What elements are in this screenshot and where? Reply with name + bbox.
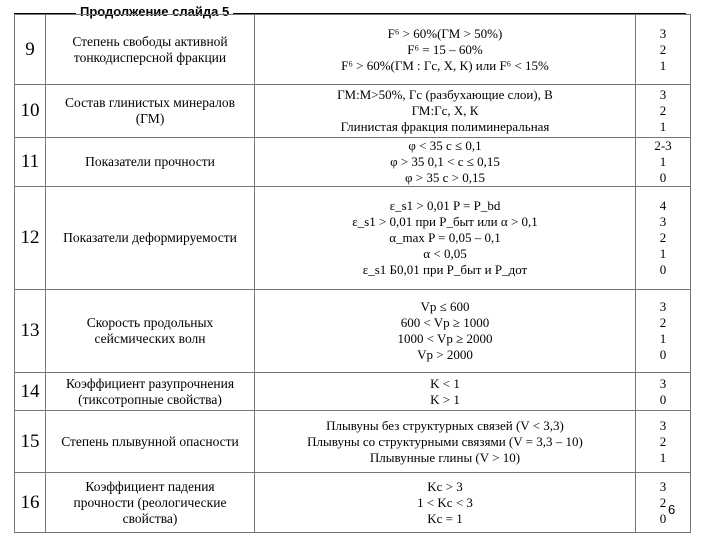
condition-line: K < 1: [430, 375, 460, 391]
parameter-name-cell: [46, 85, 255, 138]
score-line: 3: [659, 25, 667, 41]
score-line: 3: [659, 214, 667, 229]
table-row: [15, 411, 691, 473]
table-row: [15, 85, 691, 138]
condition-line: Vp ≤ 600: [420, 299, 470, 314]
parameter-name-line: (ГМ): [135, 111, 165, 126]
table-row: [15, 187, 691, 290]
condition-cell: [255, 138, 636, 187]
page-number: 6: [668, 502, 676, 517]
condition-cell: [255, 15, 636, 85]
score-line: 2-3: [654, 138, 672, 153]
parameter-name-line: Скорость продольных: [86, 315, 214, 330]
condition-line: ГМ:Гс, Х, К: [411, 103, 479, 118]
condition-line: 600 < Vp ≥ 1000: [400, 315, 490, 330]
score-line: 1: [659, 449, 667, 465]
condition-line: Плывуны без структурных связей (V < 3,3): [326, 417, 564, 433]
parameter-name-cell: [46, 187, 255, 290]
parameter-name-line: Показатели деформируемости: [63, 230, 237, 245]
score-line: 1: [659, 331, 667, 346]
condition-line: Плывунные глины (V > 10): [369, 449, 521, 465]
parameter-name-cell: [46, 290, 255, 373]
parameter-name-line: сейсмических волн: [94, 331, 206, 346]
score-cell: [636, 138, 691, 187]
parameter-name-cell: [46, 373, 255, 411]
condition-line: φ > 35 0,1 < c ≤ 0,15: [390, 154, 500, 169]
row-number: 11: [15, 138, 46, 187]
score-line: 3: [659, 87, 667, 102]
score-line: 2: [659, 494, 667, 510]
row-number: 16: [15, 473, 46, 533]
parameter-name-line: прочности (реологические: [73, 494, 227, 510]
condition-line: Глинистая фракция полиминеральная: [340, 119, 550, 134]
score-line: 2: [659, 103, 667, 118]
row-number: 9: [15, 15, 46, 85]
score-cell: [636, 290, 691, 373]
condition-line: α < 0,05: [423, 246, 467, 261]
condition-line: α_max P = 0,05 – 0,1: [389, 230, 501, 245]
score-line: 3: [659, 375, 667, 391]
score-line: 3: [659, 478, 667, 494]
criteria-table: [14, 14, 691, 533]
condition-line: φ < 35 c ≤ 0,1: [408, 138, 482, 153]
condition-line: F⁶ = 15 – 60%: [407, 41, 483, 57]
condition-line: Kc = 1: [427, 510, 463, 526]
score-line: 2: [659, 433, 667, 449]
score-line: 1: [659, 246, 667, 261]
score-cell: [636, 373, 691, 411]
condition-line: 1000 < Vp ≥ 2000: [397, 331, 493, 346]
score-line: 0: [659, 170, 667, 185]
parameter-name-line: Состав глинистых минералов: [65, 95, 235, 110]
score-line: 3: [659, 299, 667, 314]
row-number: 13: [15, 290, 46, 373]
score-line: 1: [659, 119, 667, 134]
condition-line: ГМ:М>50%, Гс (разбухающие слои), В: [337, 87, 553, 102]
table-row: [15, 15, 691, 85]
score-cell: [636, 411, 691, 473]
score-cell: [636, 187, 691, 290]
parameter-name-line: Показатели прочности: [85, 154, 215, 169]
score-line: 0: [659, 262, 667, 277]
score-line: 2: [659, 41, 667, 57]
condition-line: Kc > 3: [427, 478, 463, 494]
parameter-name-line: (тиксотропные свойства): [78, 391, 222, 407]
condition-line: ε_s1 > 0,01 P = P_bd: [389, 198, 501, 213]
score-cell: [636, 85, 691, 138]
score-line: 0: [659, 347, 667, 362]
parameter-name-line: тонкодисперсной фракции: [73, 49, 227, 65]
parameter-name-cell: [46, 15, 255, 85]
row-number: 14: [15, 373, 46, 411]
parameter-name-cell: [46, 411, 255, 473]
condition-line: 1 < Kc < 3: [417, 494, 473, 510]
table-row: [15, 373, 691, 411]
condition-line: ε_s1 > 0,01 при P_быт или α > 0,1: [352, 214, 538, 229]
table-row: [15, 138, 691, 187]
condition-line: Плывуны со структурными связями (V = 3,3 – 10): [307, 433, 583, 449]
row-number: 15: [15, 411, 46, 473]
condition-cell: [255, 290, 636, 373]
score-line: 1: [659, 154, 667, 169]
row-number: 12: [15, 187, 46, 290]
parameter-name-cell: [46, 473, 255, 533]
score-cell: [636, 15, 691, 85]
table-row: [15, 290, 691, 373]
condition-line: ε_s1 Б0,01 при P_быт и P_дот: [362, 262, 528, 277]
score-line: 1: [659, 57, 667, 73]
parameter-name-line: Степень плывунной опасности: [61, 433, 239, 449]
condition-line: Vp > 2000: [417, 347, 473, 362]
condition-line: φ > 35 c > 0,15: [405, 170, 485, 185]
score-line: 2: [659, 315, 667, 330]
condition-cell: [255, 373, 636, 411]
condition-cell: [255, 411, 636, 473]
parameter-name-line: свойства): [122, 510, 178, 526]
condition-cell: [255, 85, 636, 138]
score-line: 3: [659, 417, 667, 433]
row-number: 10: [15, 85, 46, 138]
condition-cell: [255, 187, 636, 290]
parameter-name-line: Степень свободы активной: [72, 33, 228, 49]
slide-title: Продолжение слайда 5: [76, 4, 233, 19]
score-line: 4: [659, 198, 667, 213]
score-line: 0: [659, 391, 667, 407]
parameter-name-line: Коэффициент падения: [85, 478, 215, 494]
score-cell: [636, 473, 691, 533]
table-row: [15, 473, 691, 533]
condition-line: K > 1: [430, 391, 460, 407]
parameter-name-line: Коэффициент разупрочнения: [65, 375, 235, 391]
condition-cell: [255, 473, 636, 533]
condition-line: F⁶ > 60%(ГМ > 50%): [387, 25, 503, 41]
score-line: 2: [659, 230, 667, 245]
parameter-name-cell: [46, 138, 255, 187]
score-line: 0: [659, 510, 667, 526]
condition-line: F⁶ > 60%(ГМ : Гс, Х, К) или F⁶ < 15%: [341, 57, 549, 73]
